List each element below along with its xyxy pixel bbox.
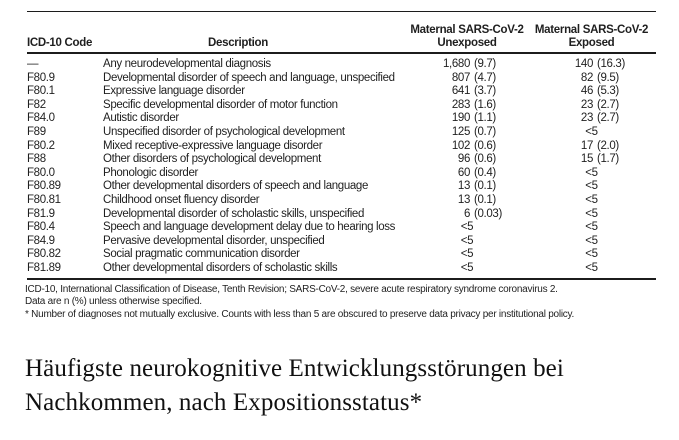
unexposed-cell-percent: (3.7) xyxy=(474,85,496,98)
exposed-cell-obscured: <5 xyxy=(585,193,598,206)
unexposed-cell-count: 102 xyxy=(451,139,470,152)
table-row xyxy=(27,248,656,262)
exposed-cell xyxy=(527,153,656,167)
exposed-cell-percent: (1.7) xyxy=(597,153,619,166)
exposed-cell-obscured: <5 xyxy=(585,221,598,234)
exposed-cell xyxy=(527,221,656,235)
unexposed-cell-percent: (1.1) xyxy=(474,112,496,125)
caption-line2: Nachkommen, nach Expositionsstatus* xyxy=(25,389,423,416)
exposed-cell xyxy=(527,140,656,154)
col-header-unexposed xyxy=(407,24,527,49)
exposed-cell-obscured: <5 xyxy=(585,166,598,179)
icd10-code-cell: F80.4 xyxy=(27,221,55,234)
unexposed-cell-count: 1,680 xyxy=(442,58,470,70)
icd10-code-cell: F82 xyxy=(27,98,46,111)
table-row xyxy=(27,153,656,167)
exposed-cell xyxy=(527,58,656,72)
icd10-code-cell: F80.82 xyxy=(27,248,61,261)
table-body xyxy=(27,54,656,280)
table-row xyxy=(27,112,656,126)
col-header-unexposed-line1: Maternal SARS-CoV-2 xyxy=(410,24,524,36)
exposed-cell xyxy=(527,99,656,113)
unexposed-cell-percent: (0.7) xyxy=(474,125,496,138)
exposed-cell xyxy=(527,194,656,208)
figure-caption xyxy=(25,352,564,420)
col-header-icd10-code: ICD-10 Code xyxy=(27,37,93,49)
unexposed-cell-count: 6 xyxy=(463,207,470,220)
table-header-row xyxy=(27,11,656,54)
exposed-cell-count: 46 xyxy=(580,85,593,98)
exposed-cell-count: 140 xyxy=(574,58,593,70)
unexposed-cell xyxy=(407,235,527,249)
footnote-line: Data are n (%) unless otherwise specified. xyxy=(25,296,202,308)
description-cell: Pervasive developmental disorder, unspecified xyxy=(103,234,325,247)
unexposed-cell-percent: (0.6) xyxy=(474,139,496,152)
description-cell: Childhood onset fluency disorder xyxy=(103,193,260,206)
exposed-cell-percent: (9.5) xyxy=(597,71,619,84)
caption-line1: Häufigste neurokognitive Entwicklungsstörungen bei xyxy=(25,355,564,382)
exposed-cell xyxy=(527,85,656,99)
unexposed-cell-obscured: <5 xyxy=(460,261,474,274)
col-header-exposed-line1: Maternal SARS-CoV-2 xyxy=(534,24,649,36)
unexposed-cell-count: 283 xyxy=(451,98,470,111)
unexposed-cell xyxy=(407,180,527,194)
unexposed-cell-count: 60 xyxy=(457,166,470,179)
table-row xyxy=(27,208,656,222)
unexposed-cell-percent: (4.7) xyxy=(474,71,496,84)
exposed-cell xyxy=(527,235,656,249)
unexposed-cell-count: 13 xyxy=(457,193,470,206)
icd10-code-cell: — xyxy=(27,58,39,70)
unexposed-cell xyxy=(407,262,527,276)
unexposed-cell xyxy=(407,58,527,72)
description-cell: Other developmental disorders of speech and language xyxy=(103,180,369,193)
table-row xyxy=(27,140,656,154)
table-row xyxy=(27,99,656,113)
description-cell: Unspecified disorder of psychological development xyxy=(103,125,345,138)
description-cell: Other disorders of psychological development xyxy=(103,153,321,166)
exposed-cell-count: 17 xyxy=(580,139,593,152)
unexposed-cell-percent: (9.7) xyxy=(474,58,496,70)
exposed-cell xyxy=(527,262,656,276)
unexposed-cell-percent: (0.4) xyxy=(474,166,496,179)
exposed-cell-count: 15 xyxy=(580,153,593,166)
unexposed-cell xyxy=(407,99,527,113)
unexposed-cell-count: 125 xyxy=(451,125,470,138)
icd10-code-cell: F89 xyxy=(27,125,46,138)
exposed-cell-obscured: <5 xyxy=(585,207,598,220)
unexposed-cell-obscured: <5 xyxy=(460,248,474,261)
unexposed-cell xyxy=(407,112,527,126)
unexposed-cell-count: 807 xyxy=(451,71,470,84)
unexposed-cell-obscured: <5 xyxy=(460,234,474,247)
icd10-code-cell: F81.89 xyxy=(27,261,61,274)
unexposed-cell xyxy=(407,72,527,86)
unexposed-cell-percent: (0.1) xyxy=(474,180,496,193)
icd10-table-figure xyxy=(27,11,656,322)
unexposed-cell-percent: (0.03) xyxy=(474,207,502,220)
unexposed-cell-percent: (0.1) xyxy=(474,193,496,206)
table-row xyxy=(27,235,656,249)
table-row xyxy=(27,167,656,181)
description-cell: Specific developmental disorder of motor function xyxy=(103,98,338,111)
description-cell: Autistic disorder xyxy=(103,112,179,125)
exposed-cell-percent: (2.0) xyxy=(597,139,619,152)
exposed-cell-count: 23 xyxy=(580,112,593,125)
unexposed-cell xyxy=(407,126,527,140)
table-row xyxy=(27,221,656,235)
icd10-code-cell: F80.2 xyxy=(27,139,55,152)
table-row xyxy=(27,126,656,140)
exposed-cell-obscured: <5 xyxy=(585,125,598,138)
icd10-code-cell: F84.9 xyxy=(27,234,55,247)
col-header-unexposed-line2: Unexposed xyxy=(437,36,497,49)
exposed-cell-obscured: <5 xyxy=(585,261,598,274)
description-cell: Other developmental disorders of scholastic skills xyxy=(103,261,338,274)
unexposed-cell xyxy=(407,221,527,235)
unexposed-cell xyxy=(407,194,527,208)
description-cell: Social pragmatic communication disorder xyxy=(103,248,300,261)
icd10-code-cell: F80.89 xyxy=(27,180,61,193)
description-cell: Any neurodevelopmental diagnosis xyxy=(103,58,271,70)
unexposed-cell xyxy=(407,85,527,99)
exposed-cell-percent: (5.3) xyxy=(597,85,619,98)
exposed-cell-obscured: <5 xyxy=(585,180,598,193)
icd10-code-cell: F80.0 xyxy=(27,166,55,179)
unexposed-cell xyxy=(407,208,527,222)
col-header-description: Description xyxy=(208,37,268,49)
icd10-code-cell: F88 xyxy=(27,153,46,166)
table-row xyxy=(27,180,656,194)
unexposed-cell-count: 13 xyxy=(457,180,470,193)
exposed-cell-obscured: <5 xyxy=(585,234,598,247)
exposed-cell xyxy=(527,72,656,86)
exposed-cell-count: 23 xyxy=(580,98,593,111)
unexposed-cell-obscured: <5 xyxy=(460,221,474,234)
table-row xyxy=(27,72,656,86)
col-header-exposed xyxy=(527,24,656,49)
exposed-cell xyxy=(527,167,656,181)
exposed-cell-percent: (16.3) xyxy=(597,58,625,70)
footnote-line: * Number of diagnoses not mutually exclusive. Counts with less than 5 are obscured to preserve data privacy per institutional policy. xyxy=(25,309,575,321)
exposed-cell xyxy=(527,126,656,140)
unexposed-cell-percent: (1.6) xyxy=(474,98,496,111)
unexposed-cell-count: 641 xyxy=(451,85,470,98)
unexposed-cell-count: 190 xyxy=(451,112,470,125)
description-cell: Phonologic disorder xyxy=(103,166,198,179)
unexposed-cell xyxy=(407,248,527,262)
exposed-cell xyxy=(527,248,656,262)
description-cell: Developmental disorder of scholastic skills, unspecified xyxy=(103,207,365,220)
unexposed-cell xyxy=(407,167,527,181)
icd10-code-cell: F84.0 xyxy=(27,112,55,125)
table-row xyxy=(27,85,656,99)
table-footnotes xyxy=(25,280,656,323)
footnote-line: ICD-10, International Classification of Disease, Tenth Revision; SARS-CoV-2, severe acute respiratory syndrome coronavirus 2. xyxy=(25,283,558,295)
unexposed-cell-percent: (0.6) xyxy=(474,153,496,166)
unexposed-cell xyxy=(407,140,527,154)
table-row xyxy=(27,262,656,276)
table-row xyxy=(27,194,656,208)
unexposed-cell xyxy=(407,153,527,167)
icd10-code-cell: F81.9 xyxy=(27,207,55,220)
exposed-cell xyxy=(527,208,656,222)
icd10-code-cell: F80.1 xyxy=(27,85,55,98)
exposed-cell xyxy=(527,180,656,194)
description-cell: Developmental disorder of speech and language, unspecified xyxy=(103,71,395,84)
exposed-cell-obscured: <5 xyxy=(585,248,598,261)
exposed-cell xyxy=(527,112,656,126)
table-row xyxy=(27,58,656,72)
exposed-cell-percent: (2.7) xyxy=(597,98,619,111)
col-header-exposed-line2: Exposed xyxy=(568,36,615,49)
description-cell: Speech and language development delay due to hearing loss xyxy=(103,221,396,234)
exposed-cell-count: 82 xyxy=(580,71,593,84)
exposed-cell-percent: (2.7) xyxy=(597,112,619,125)
description-cell: Mixed receptive-expressive language disorder xyxy=(103,139,323,152)
icd10-code-cell: F80.9 xyxy=(27,71,55,84)
unexposed-cell-count: 96 xyxy=(457,153,470,166)
description-cell: Expressive language disorder xyxy=(103,85,245,98)
icd10-code-cell: F80.81 xyxy=(27,193,61,206)
